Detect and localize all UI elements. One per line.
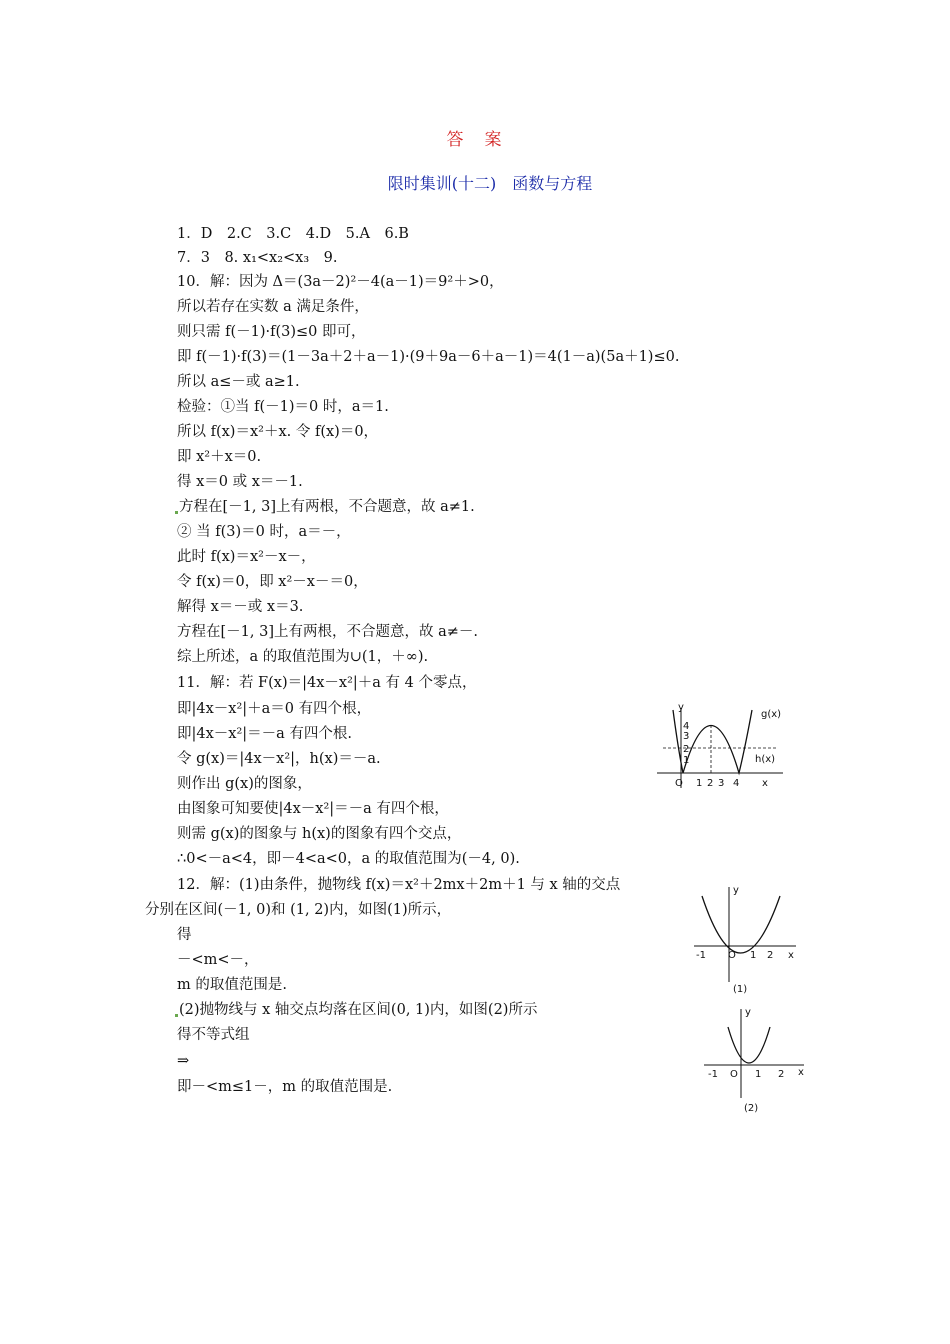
text-line: 所以 a≤－或 a≥1. [177,374,300,390]
text-line: 即 x²＋x＝0. [177,449,262,465]
x-axis-label: x [788,950,794,961]
figure-12-2-graph [700,1003,810,1118]
text-line: 即|4x－x²|＋a＝0 有四个根， [177,701,372,717]
paragraph-marker [175,511,178,514]
text-line: 方程在[－1, 3]上有两根，不合题意，故 a≠1. [179,499,475,515]
y-axis-label: y [733,885,739,896]
x-tick-label: -1 [696,950,706,961]
x-tick-label: 1 [696,778,703,789]
text-line: －<m<－， [177,952,259,968]
y-axis-label: y [678,702,684,713]
text-line: ⇒ [177,1053,190,1069]
x-axis-label: x [798,1067,804,1078]
text-line: ② 当 f(3)＝0 时，a＝－， [177,524,351,540]
y-tick-label: 3 [683,731,690,742]
text-line: 得不等式组 [177,1027,250,1043]
y-tick-label: 4 [683,721,690,732]
text-line: 10．解：因为 Δ＝(3a－2)²－4(a－1)＝9²＋>0， [177,274,504,290]
x-tick-label: 2 [767,950,774,961]
h-label: h(x) [755,754,776,765]
text-line: 此时 f(x)＝x²－x－， [177,549,316,565]
text-line: 则作出 g(x)的图象， [177,776,312,792]
text-line: ∴0<－a<4，即－4<a<0，a 的取值范围为(－4, 0). [177,851,520,867]
text-line: 令 f(x)＝0，即 x²－x－＝0， [177,574,368,590]
text-line: 7．3 8. x₁<x₂<x₃ 9. [177,250,338,266]
x-axis-label: x [762,778,768,789]
x-tick-label: 4 [733,778,740,789]
y-axis-label: y [745,1007,751,1018]
x-tick-label: 1 [750,950,757,961]
y-tick-label: 2 [683,744,690,755]
page-subtitle: 限时集训(十二) 函数与方程 [387,174,593,193]
text-line: (2)抛物线与 x 轴交点均落在区间(0, 1)内，如图(2)所示 [179,1002,538,1018]
x-tick-label: 2 [707,778,714,789]
text-line: 得 [177,927,192,943]
text-line: 12．解：(1)由条件，抛物线 f(x)＝x²＋2mx＋2m＋1 与 x 轴的交点 [177,877,621,893]
x-tick-label: 2 [778,1069,785,1080]
origin-label: O [730,1069,738,1080]
text-line: 11．解：若 F(x)＝|4x－x²|＋a 有 4 个零点， [177,675,477,691]
page-title: 答 案 [446,130,504,150]
origin-label: O [675,778,683,789]
text-line: 检验：①当 f(－1)＝0 时，a＝1. [177,399,389,415]
x-tick-label: 3 [718,778,725,789]
text-line: 所以若存在实数 a 满足条件， [177,299,369,315]
text-line: 则需 g(x)的图象与 h(x)的图象有四个交点， [177,826,462,842]
text-line: 即|4x－x²|＝－a 有四个根. [177,726,353,742]
text-line: 即－<m≤1－，m 的取值范围是. [177,1079,393,1095]
origin-label: O [728,950,736,961]
text-line: 则只需 f(－1)·f(3)≤0 即可， [177,324,366,340]
parabola-curve [728,1027,770,1063]
text-line: 方程在[－1, 3]上有两根，不合题意，故 a≠－. [177,624,478,640]
text-line: 得 x＝0 或 x＝－1. [177,474,303,490]
paragraph-marker [175,1014,178,1017]
figure-caption: (1) [733,984,748,995]
text-line: m 的取值范围是. [177,977,287,993]
text-line: 令 g(x)＝|4x－x²|，h(x)＝－a. [177,751,381,767]
text-line: 解得 x＝－或 x＝3. [177,599,304,615]
g-label: g(x) [761,709,782,720]
text-line: 由图象可知要使|4x－x²|＝－a 有四个根， [177,801,449,817]
text-line: 即 f(－1)·f(3)＝(1－3a＋2＋a－1)·(9＋9a－6＋a－1)＝4(1－a)(5a＋1)≤0. [177,349,680,365]
figure-caption: (2) [744,1103,759,1114]
text-line: 1．D 2.C 3.C 4.D 5.A 6.B [177,226,409,242]
figure-12-1-graph [690,882,805,1000]
x-tick-label: 1 [755,1069,762,1080]
text-line: 综上所述，a 的取值范围为∪(1，＋∞). [177,649,429,665]
parabola-curve [702,896,780,953]
figure-11-graph [645,700,795,795]
y-tick-label: 1 [683,755,690,766]
text-line: 所以 f(x)＝x²＋x. 令 f(x)＝0， [177,424,379,440]
x-tick-label: -1 [708,1069,718,1080]
text-line: 分别在区间(－1, 0)和 (1, 2)内，如图(1)所示， [145,902,452,918]
